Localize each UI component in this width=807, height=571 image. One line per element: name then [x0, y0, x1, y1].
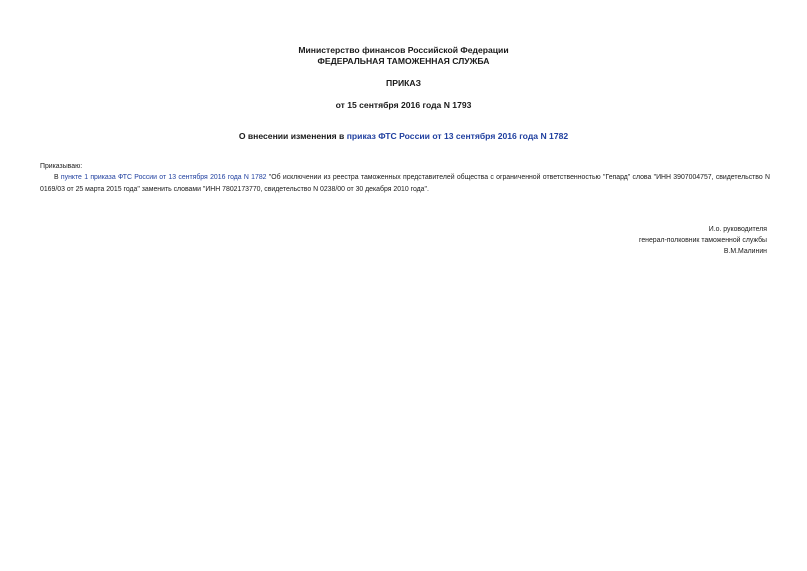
- decree-word: Приказываю:: [40, 163, 83, 170]
- paragraph-start: В: [54, 174, 61, 181]
- signature-rank: генерал-полковник таможенной службы: [638, 237, 767, 244]
- paragraph-link[interactable]: пункте 1 приказа ФТС России от 13 сентября 2016 года N 1782: [60, 174, 267, 181]
- issuer-header: [0, 45, 807, 67]
- document-date-number: от 15 сентября 2016 года N 1793: [335, 100, 472, 110]
- subject-prefix: О внесении изменения в: [238, 131, 347, 141]
- service-name: ФЕДЕРАЛЬНАЯ ТАМОЖЕННАЯ СЛУЖБА: [317, 56, 490, 66]
- paragraph-rest: "Об исключении из реестра таможенных представителей общества с ограниченной ответственностью "Гепард" слова "ИНН 3907004757, свидетельство N 0169/03 от 25 марта 2015 года" заменить словами "ИНН 7802173770, свидетельство N 0238/00 от 30 декабря 2010 года".: [40, 174, 770, 193]
- signature-name: В.М.Малинин: [723, 248, 767, 255]
- body-paragraph: [40, 172, 770, 195]
- ministry-name: Министерство финансов Российской Федерации: [298, 45, 509, 55]
- document-type: ПРИКАЗ: [386, 78, 421, 88]
- subject-link[interactable]: приказ ФТС России от 13 сентября 2016 года N 1782: [346, 131, 569, 141]
- signature-role: И.о. руководителя: [708, 226, 767, 233]
- document-subject: [0, 131, 807, 142]
